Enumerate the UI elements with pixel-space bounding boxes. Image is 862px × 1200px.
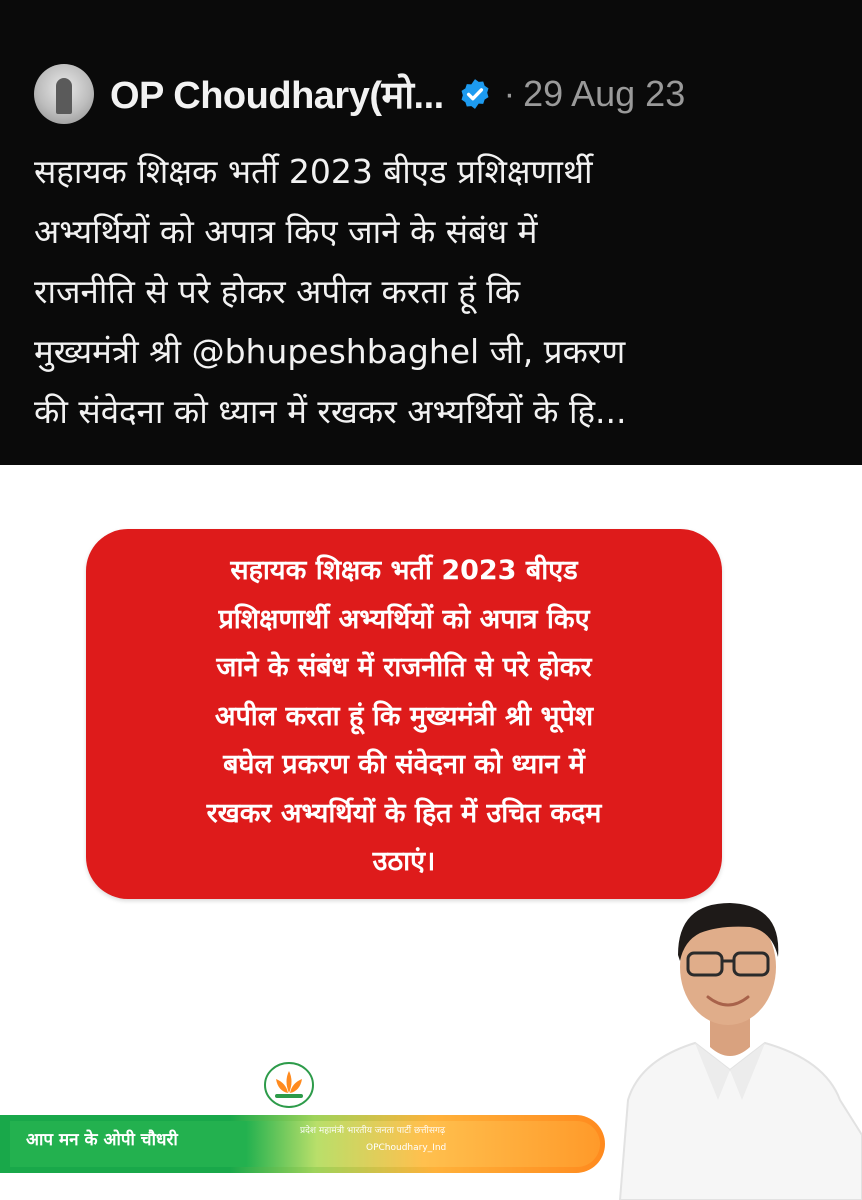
avatar-figure [56,78,72,114]
poster-message-line: प्रशिक्षणार्थी अभ्यर्थियों को अपात्र किए [218,603,590,635]
poster-message [86,547,722,887]
avatar[interactable] [34,64,94,124]
poster-message-line: अपील करता हूं कि मुख्यमंत्री श्री भूपेश [214,700,594,732]
banner-tagline: आप मन के ओपी चौधरी [26,1130,178,1150]
tweet-text-line: अभ्यर्थियों को अपात्र किए जाने के संबंध में [34,212,538,251]
tweet-text-line: राजनीति से परे होकर अपील करता हूं कि [34,272,521,311]
verified-badge-icon [458,77,492,111]
tweet-image[interactable] [0,465,862,1200]
poster-message-line: जाने के संबंध में राजनीति से परे होकर [216,652,592,683]
header-separator: · [503,74,516,113]
poster-message-line: सहायक शिक्षक भर्ती 2023 बीएड [230,555,578,586]
slogan-banner [0,1115,605,1173]
tweet-text-line: सहायक शिक्षक भर्ती 2023 बीएड प्रशिक्षणार्थी [34,152,593,191]
tweet-header [34,64,685,124]
poster-message-line: रखकर अभ्यर्थियों के हित में उचित कदम [206,797,602,829]
person-portrait-icon [600,895,862,1200]
tweet-text-line: की संवेदना को ध्यान में रखकर अभ्यर्थियों के हि... [34,392,627,431]
poster-message-box [86,529,722,899]
tweet-text [34,142,834,442]
tweet-date[interactable]: 29 Aug 23 [523,73,686,114]
tweet-text-line: मुख्यमंत्री श्री @bhupeshbaghel जी, प्रकरण [34,332,626,371]
poster-message-line: बघेल प्रकरण की संवेदना को ध्यान में [223,749,585,780]
bjp-lotus-logo-icon [262,1061,316,1111]
author-display-name[interactable]: OP Choudhary(मो... [110,75,444,117]
tweet[interactable] [0,0,862,465]
banner-social-handle: OPChoudhary_Ind [366,1143,447,1153]
banner-designation: प्रदेश महामंत्री भारतीय जनता पार्टी छत्तीसगढ़ [300,1126,446,1136]
poster-message-line: उठाएं। [372,846,436,877]
